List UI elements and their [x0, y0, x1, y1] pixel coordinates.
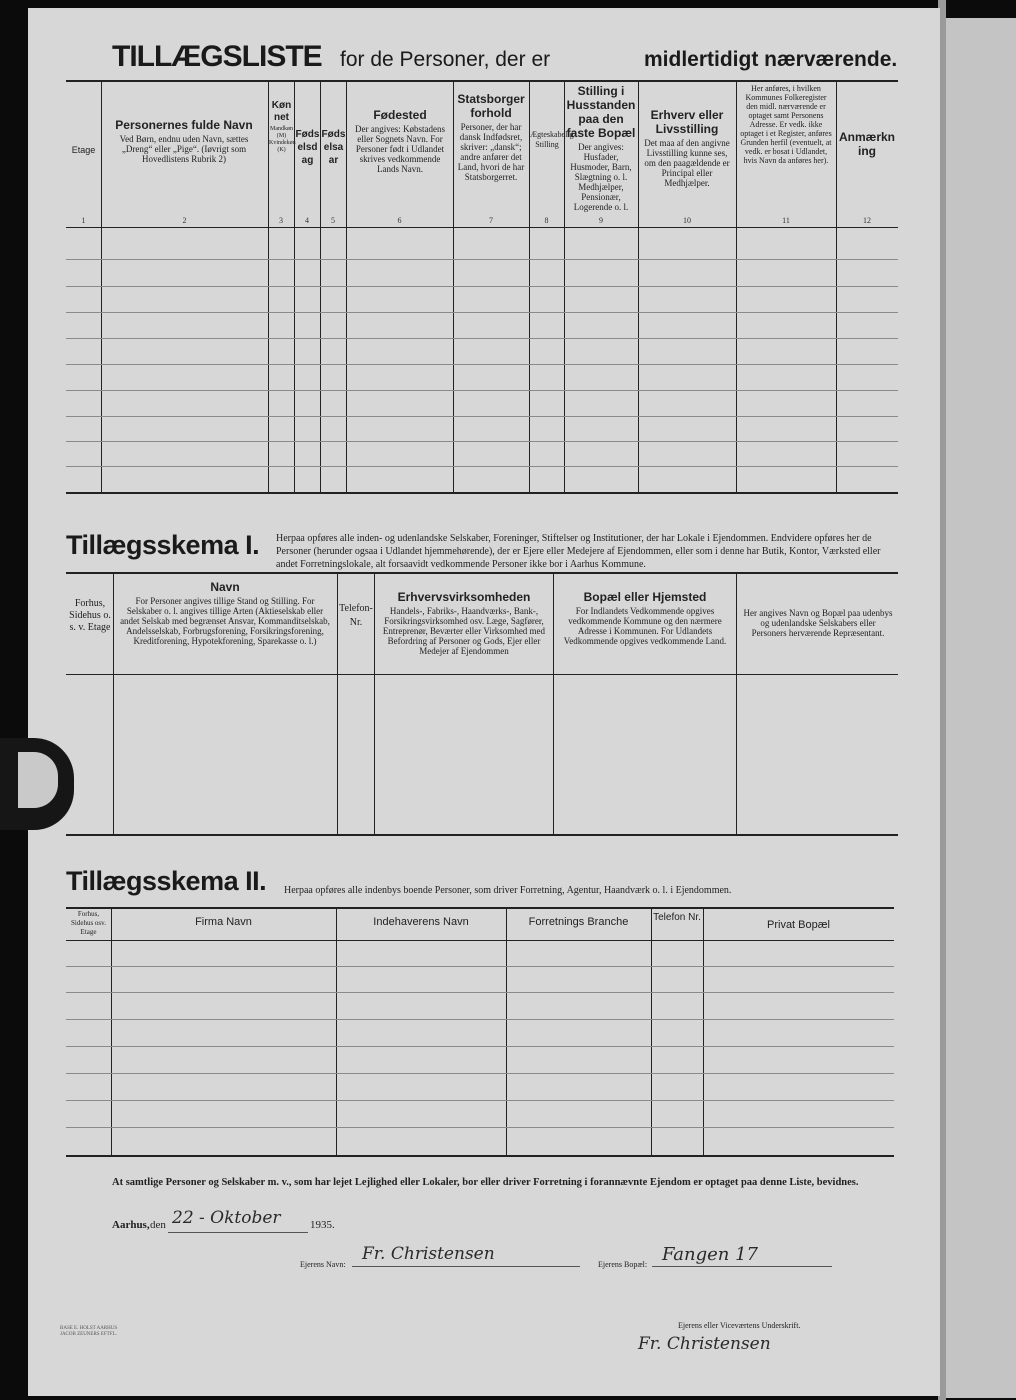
col-number: 6: [397, 216, 402, 225]
skema2-divider: [336, 907, 337, 1155]
skema1-col-residence-desc: For Indlandets Vedkommende opgives vedkommende Kommune og den nærmere Adresse i Kommunen. For Udlandets Vedkommende opgives vedkommende Land.: [563, 606, 727, 646]
skema1-col-phone: [339, 602, 373, 630]
col-name-header: [104, 118, 264, 164]
skema2-note: Herpaa opføres alle indenbys boende Personer, som driver Forretning, Agentur, Haandværk o. l. i Ejendommen.: [284, 885, 732, 896]
col-number: 8: [544, 216, 549, 225]
col-household-header: [566, 84, 636, 212]
skema1-divider: [374, 572, 375, 834]
skema1-col-business-title: Erhvervsvirksomheden: [397, 590, 531, 604]
skema2-bottom-border: [66, 1155, 894, 1157]
row-rule: [66, 364, 898, 365]
col-household-title: Stilling i Husstanden paa den faste Bopæl: [566, 84, 636, 140]
col-remark-title: Anmærkning: [838, 130, 895, 158]
skema2-col-phone: Telefon Nr.: [653, 912, 701, 923]
col-household-desc: Der angives: Husfader, Husmoder, Barn, Slægtning o. l. Medhjælper, Pensionær, Logerende o. l.: [570, 142, 632, 212]
row-rule: [66, 992, 894, 993]
skema1-col-residence-title: Bopæl eller Hjemsted: [583, 590, 707, 604]
row-rule: [66, 966, 894, 967]
skema1-col-etage: [68, 598, 112, 634]
printer-imprint: BASE E. HOLST AARHUS JACOB ZEUNERS EFTFL.: [60, 1326, 118, 1337]
adjacent-page-edge: [946, 18, 1016, 1398]
col-birthday-header: [295, 128, 320, 169]
col-number: 7: [489, 216, 493, 225]
col-number: 1: [81, 216, 86, 225]
skema1-divider: [337, 572, 338, 834]
col-number: 3: [279, 216, 283, 225]
date-handwritten: 22 - Oktober: [172, 1208, 281, 1228]
col-etage-title: Etage: [71, 145, 96, 155]
skema2-col-branch: Forretnings Branche: [528, 916, 629, 928]
skema1-col-name: [118, 580, 332, 646]
col-birthyear-title: Fødselsaar: [321, 129, 346, 166]
owner-address-handwritten: Fangen 17: [662, 1244, 758, 1265]
skema2-divider: [703, 907, 704, 1155]
signature-label: Ejerens eller Viceværtens Underskrift.: [678, 1321, 801, 1330]
form-subtitle: for de Personer, der er: [340, 48, 551, 71]
skema1-divider: [553, 572, 554, 834]
owner-address-label: Ejerens Bopæl:: [598, 1260, 648, 1269]
row-rule: [66, 286, 898, 287]
form-subtitle-bold: midlertidigt nærværende.: [644, 48, 898, 71]
col-number: 2: [182, 216, 187, 225]
col-number: 4: [305, 216, 309, 225]
skema2-divider: [111, 907, 112, 1155]
skema1-col-phone-title: Telefon-Nr.: [339, 603, 373, 628]
skema1-col-representative-desc: Her angives Navn og Bopæl paa udenbys og udenlandske Selskabers eller Personers herværende Repræsentant.: [743, 608, 893, 638]
skema2-col-private-address: Privat Bopæl: [767, 919, 830, 931]
date-line: [168, 1232, 308, 1233]
table1-top-border: [66, 80, 898, 82]
col-birthplace-desc: Der angives: Købstadens eller Sognets Navn. For Personer født i Udlandet skrives vedkommende Lands Navn.: [355, 124, 445, 174]
col-address-header: [739, 84, 833, 165]
col-address-desc: Her anføres, i hvilken Kommunes Folkeregister den midl. nærværende er optaget samt Personens Adresse. Er vedk. ikke optaget i et Register, anføres Grunden herfil (eventuelt, at vedk. er bosat i Udlandet, hvis Navn da anføres her).: [740, 84, 832, 165]
owner-address-line: [652, 1266, 832, 1267]
skema1-col-name-desc: For Personer angives tillige Stand og Stilling. For Selskaber o. l. angives tillige Arten (Aktieselskab eller andet Selskab med begrænset Ansvar, Kommanditselskab, Andelsselskab, Forbrugsforening, Forsikringsforening, Kreditforening, Hypotekforening, Sparekasse o. l.): [120, 596, 330, 646]
row-rule: [66, 466, 898, 467]
skema1-col-representative: [742, 608, 894, 638]
skema1-divider: [736, 572, 737, 834]
col-marital-title: Ægteskabelig Stilling: [530, 130, 574, 149]
owner-name-label: Ejerens Navn:: [300, 1260, 346, 1269]
col-sex-header: [269, 100, 294, 154]
col-occupation-title: Erhverv eller Livsstilling: [650, 108, 724, 136]
skema1-header-bottom: [66, 674, 898, 675]
row-rule: [66, 259, 898, 260]
col-occupation-desc: Det maa af den angivne Livsstilling kunne ses, om den paagældende er Principal eller Medhjælper.: [644, 138, 730, 188]
skema2-divider: [506, 907, 507, 1155]
col-etage-header: [66, 145, 101, 155]
year: 1935.: [310, 1219, 335, 1231]
thumbnail-nail: [18, 752, 58, 808]
skema1-note: Herpaa opføres alle inden- og udenlandske Selskaber, Foreninger, Stiftelser og Institutioner, der har Lokale i Ejendommen. Endvidere opføres her de Personer (herunder ogsaa i Udlandet hjemmehørende), der er Ejere eller Medejere af Ejendommen, eller som i denne har Butik, Kontor, Værksted eller andet Forretningslokale, alt forsaavidt vedkommende Personer ikke bor i Aarhus Kommune.: [276, 533, 881, 570]
row-rule: [66, 312, 898, 313]
skema2-header-bottom: [66, 940, 894, 941]
owner-name-line: [352, 1266, 580, 1267]
skema2-col-firm: Firma Navn: [195, 916, 252, 928]
col-name-desc: Ved Børn, endnu uden Navn, sættes „Dreng“ eller „Pige“. (Iøvrigt som Hovedlistens Rubrik 2): [119, 134, 249, 164]
row-rule: [66, 1046, 894, 1047]
col-name-title: Personernes fulde Navn: [115, 118, 253, 132]
col-citizenship-header: [456, 92, 526, 182]
form-title: TILLÆGSLISTE: [112, 40, 322, 73]
row-rule: [66, 338, 898, 339]
col-birthplace-title: Fødested: [373, 108, 427, 122]
owner-name-handwritten: Fr. Christensen: [362, 1244, 495, 1264]
skema1-divider: [113, 572, 114, 834]
skema1-top-border: [66, 572, 898, 574]
row-rule: [66, 441, 898, 442]
col-number: 10: [683, 216, 691, 225]
table1-header-bottom: [66, 227, 898, 228]
skema1-col-business: [378, 590, 550, 656]
signature-handwritten: Fr. Christensen: [638, 1334, 771, 1354]
col-citizenship-desc: Personer, der har dansk Indfødsret, skriver: „dansk“; andre anfører det Land, hvori de har Statsborgerret.: [457, 122, 525, 182]
skema2-top-border: [66, 907, 894, 909]
row-rule: [66, 390, 898, 391]
skema2-col-etage: Forhus, Sidehus osv. Etage: [71, 910, 106, 936]
col-birthplace-header: [350, 108, 450, 174]
skema2-divider: [651, 907, 652, 1155]
col-citizenship-title: Statsborgerforhold: [457, 92, 525, 120]
den-label: den: [150, 1219, 166, 1231]
place-label: Aarhus,: [112, 1219, 150, 1231]
row-rule: [66, 1019, 894, 1020]
attestation-statement: At samtlige Personer og Selskaber m. v., som har lejet Lejlighed eller Lokaler, bor eller driver Forretning i forannævnte Ejendom er optaget paa denne Liste, bevidnes.: [112, 1177, 859, 1188]
col-sex-title: Kønnet: [271, 100, 292, 123]
row-rule: [66, 416, 898, 417]
col-occupation-header: [641, 108, 733, 188]
skema1-bottom-border: [66, 834, 898, 836]
col-birthyear-header: [321, 128, 346, 169]
col-number: 5: [331, 216, 335, 225]
skema1-col-etage-title: Forhus, Sidehus o. s. v. Etage: [69, 598, 111, 633]
row-rule: [66, 1100, 894, 1101]
col-number: 9: [599, 216, 603, 225]
col-birthday-title: Fødselsdag: [295, 129, 320, 166]
skema1-col-name-title: Navn: [210, 580, 240, 594]
skema2-col-owner: Indehaverens Navn: [373, 916, 469, 928]
table1-bottom-border: [66, 492, 898, 494]
col-marital-header: [530, 130, 574, 150]
skema2-title: Tillægsskema II.: [66, 866, 267, 896]
col-number: 11: [782, 216, 790, 225]
row-rule: [66, 1073, 894, 1074]
row-rule: [66, 1127, 894, 1128]
col-number: 12: [863, 216, 871, 225]
skema1-title: Tillægsskema I.: [66, 530, 260, 560]
col-sex-desc: Mandkøn (M) Kvindekøn (K): [269, 126, 296, 153]
skema1-col-residence: [558, 590, 732, 646]
col-remark-header: [838, 130, 896, 160]
skema1-col-business-desc: Handels-, Fabriks-, Haandværks-, Bank-, Forsikringsvirksomhed osv. Læge, Sagfører, Entreprenør, Beværter eller Virksomhed med Befordring af Personer og Gods, Ejer eller Medejer af Ejendommen: [382, 606, 546, 656]
